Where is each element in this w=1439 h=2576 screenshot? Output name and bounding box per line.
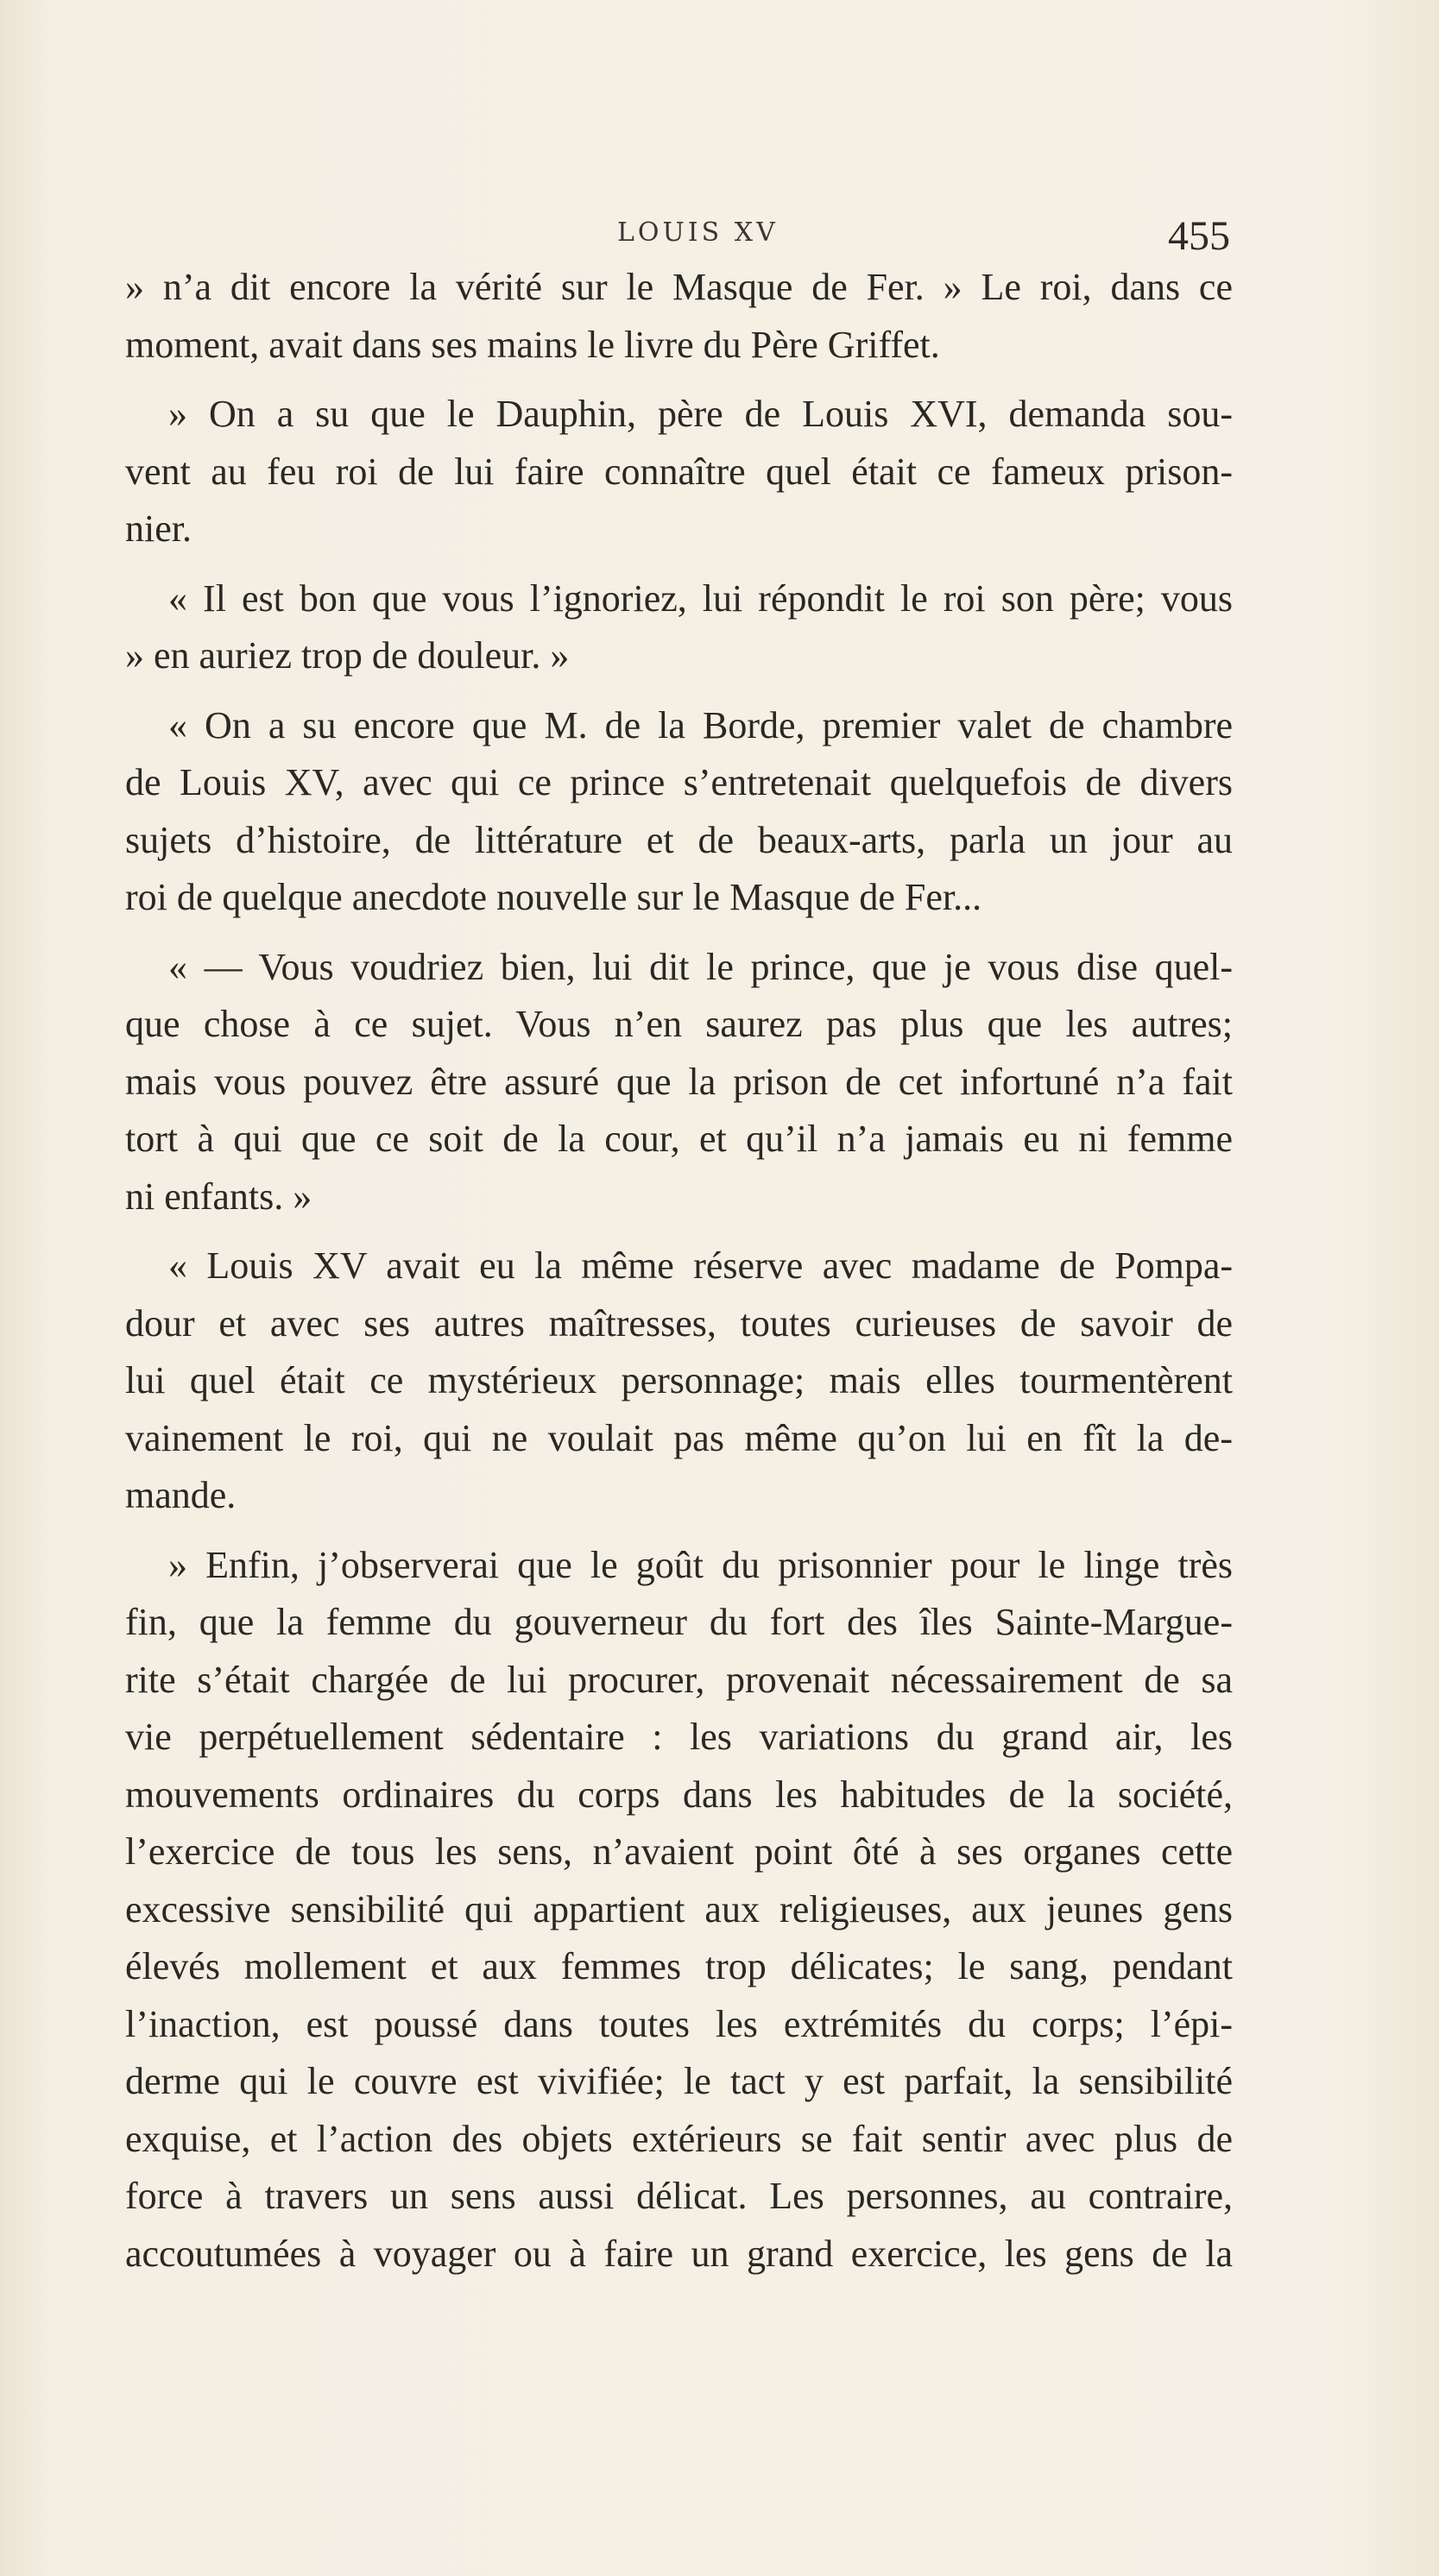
text-line: dour et avec ses autres maîtresses, toutes curieuses de savoir de: [125, 1301, 1233, 1345]
text-line: tort à qui que ce soit de la cour, et qu’il n’a jamais eu ni femme: [125, 1118, 1233, 1160]
text-line: roi de quelque anecdote nouvelle sur le Masque de Fer...: [125, 876, 982, 918]
text-line: « Louis XV avait eu la même réserve avec madame de Pompa-: [168, 1244, 1233, 1287]
text-line: nier.: [125, 507, 192, 550]
text-line: vie perpétuellement sédentaire : les variations du grand air, les: [125, 1716, 1233, 1758]
text-line: derme qui le couvre est vivifiée; le tact y est parfait, la sensibilité: [125, 2060, 1233, 2102]
running-title: LOUIS XV: [617, 217, 779, 248]
text-line: vent au feu roi de lui faire connaître quel était ce fameux prison-: [125, 450, 1233, 493]
body-text: [125, 259, 1233, 2295]
text-line: » On a su que le Dauphin, père de Louis XVI, demanda sou-: [168, 393, 1233, 435]
text-line: force à travers un sens aussi délicat. Les personnes, au contraire,: [125, 2175, 1233, 2217]
text-line: » Enfin, j’observerai que le goût du prisonnier pour le linge très: [168, 1543, 1233, 1586]
paragraph: [125, 697, 1233, 927]
text-line: mais vous pouvez être assuré que la prison de cet infortuné n’a fait: [125, 1060, 1233, 1103]
page-header: [125, 205, 1230, 266]
paragraph: [125, 386, 1233, 558]
paragraph: [125, 939, 1233, 1226]
text-line: rite s’était chargée de lui procurer, provenait nécessairement de sa: [125, 1658, 1233, 1701]
text-line: » en auriez trop de douleur. »: [125, 634, 570, 677]
text-line: de Louis XV, avec qui ce prince s’entretenait quelquefois de divers: [125, 761, 1233, 803]
text-line: fin, que la femme du gouverneur du fort des îles Sainte-Margue-: [125, 1601, 1233, 1643]
text-line: » n’a dit encore la vérité sur le Masque de Fer. » Le roi, dans ce: [125, 266, 1233, 308]
text-line: vainement le roi, qui ne voulait pas même qu’on lui en fît la de-: [125, 1416, 1233, 1459]
text-line: accoutumées à voyager ou à faire un grand exercice, les gens de la: [125, 2232, 1233, 2275]
text-line: excessive sensibilité qui appartient aux religieuses, aux jeunes gens: [125, 1887, 1233, 1930]
text-line: mande.: [125, 1474, 237, 1516]
text-line: moment, avait dans ses mains le livre du Père Griffet.: [125, 323, 940, 366]
paragraph: [125, 1537, 1233, 2283]
paragraph: [125, 1238, 1233, 1525]
text-line: « Il est bon que vous l’ignoriez, lui répondit le roi son père; vous: [168, 576, 1233, 620]
paragraph: [125, 259, 1233, 374]
text-line: mouvements ordinaires du corps dans les habitudes de la société,: [125, 1773, 1233, 1816]
text-line: l’inaction, est poussé dans toutes les extrémités du corps; l’épi-: [125, 2002, 1233, 2045]
text-line: lui quel était ce mystérieux personnage; mais elles tourmentèrent: [125, 1359, 1233, 1401]
text-line: « On a su encore que M. de la Borde, premier valet de chambre: [168, 703, 1233, 746]
text-line: que chose à ce sujet. Vous n’en saurez pas plus que les autres;: [125, 1003, 1233, 1045]
text-line: ni enfants. »: [125, 1175, 312, 1218]
text-line: sujets d’histoire, de littérature et de beaux-arts, parla un jour au: [125, 818, 1233, 861]
text-line: exquise, et l’action des objets extérieurs se fait sentir avec plus de: [125, 2117, 1233, 2160]
text-line: élevés mollement et aux femmes trop délicates; le sang, pendant: [125, 1945, 1233, 1987]
text-line: l’exercice de tous les sens, n’avaient point ôté à ses organes cette: [125, 1830, 1233, 1873]
text-line: « — Vous voudriez bien, lui dit le prince, que je vous dise quel-: [168, 945, 1233, 988]
page-number: 455: [1168, 213, 1230, 259]
paragraph: [125, 570, 1233, 685]
